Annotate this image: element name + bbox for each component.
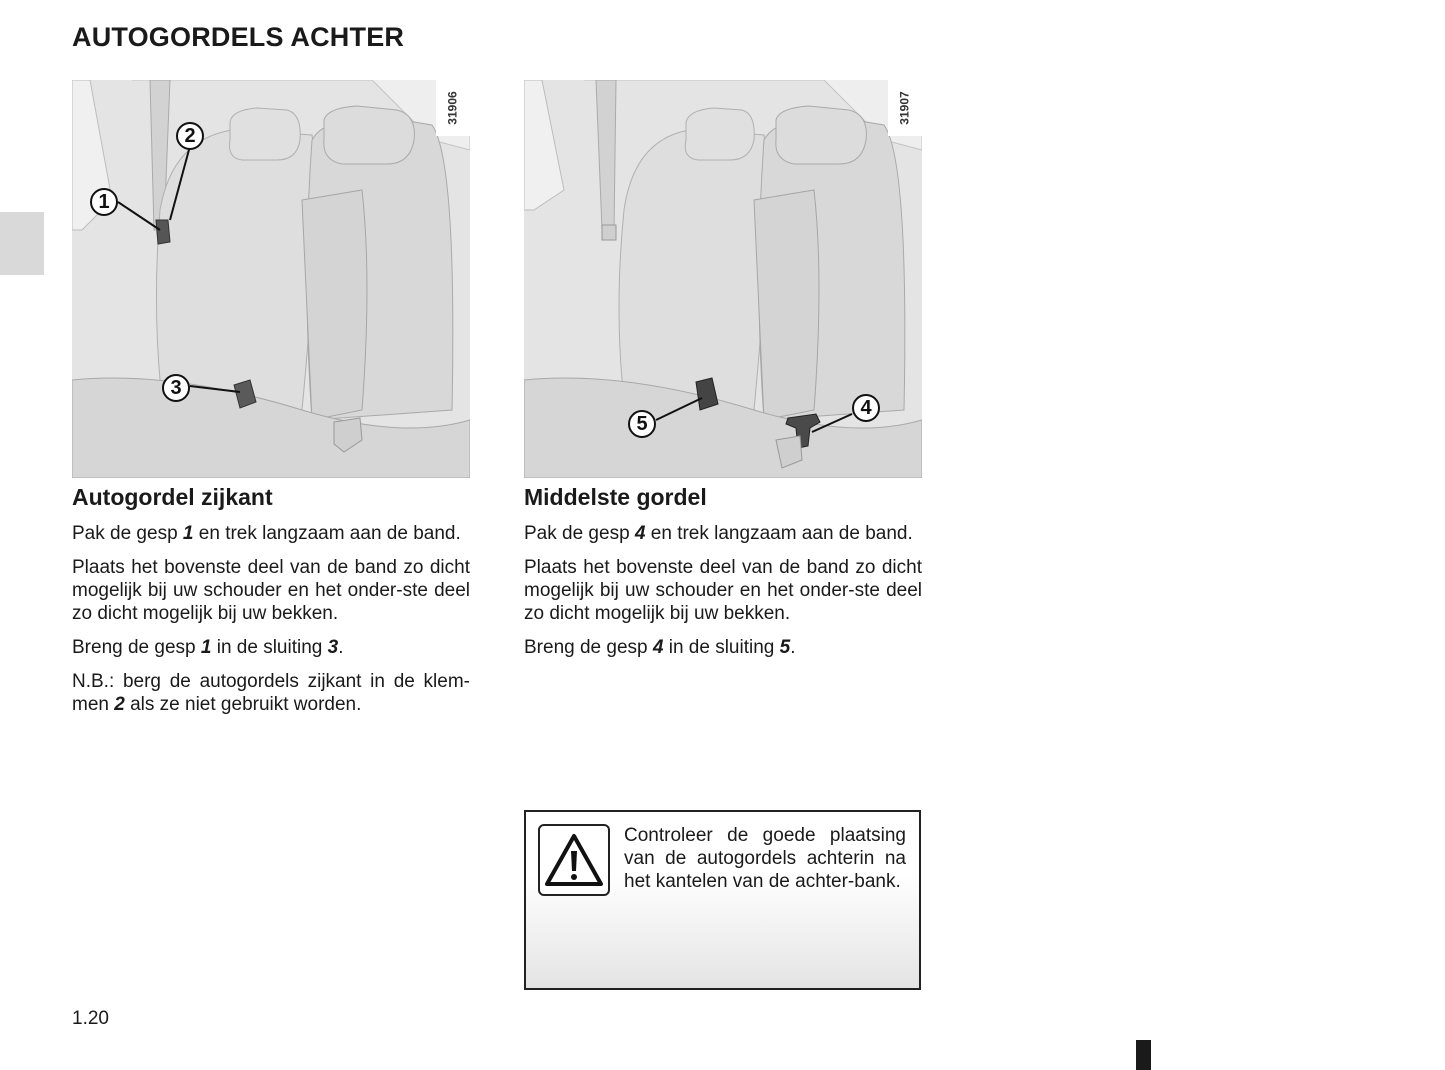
figure-code: 31906 bbox=[436, 80, 470, 136]
instruction-paragraph: Plaats het bovenste deel van de band zo dicht mogelijk bij uw schouder en het onder-ste deel zo dicht mogelijk bij uw bekken. bbox=[72, 557, 470, 624]
callout-3: 3 bbox=[162, 374, 190, 402]
reference-number: 4 bbox=[634, 523, 646, 544]
warning-text: Controleer de goede plaatsing van de autogordels achterin na het kantelen van de achter-bank. bbox=[624, 825, 906, 892]
note-paragraph: N.B.: berg de autogordels zijkant in de klem-men 2 als ze niet gebruikt worden. bbox=[72, 671, 470, 715]
warning-box bbox=[524, 810, 921, 990]
page-number: 1.20 bbox=[72, 1008, 109, 1029]
callout-2: 2 bbox=[176, 122, 204, 150]
rear-seat-side-belt-illustration bbox=[72, 80, 470, 478]
page-title: AUTOGORDELS ACHTER bbox=[72, 22, 405, 52]
section-tab-marker bbox=[0, 212, 44, 275]
callout-5: 5 bbox=[628, 410, 656, 438]
instruction-paragraph: Plaats het bovenste deel van de band zo dicht mogelijk bij uw schouder en het onder-ste deel zo dicht mogelijk bij uw bekken. bbox=[524, 557, 922, 624]
callout-1: 1 bbox=[90, 188, 118, 216]
reference-number: 3 bbox=[327, 637, 339, 658]
rear-seat-middle-belt-illustration bbox=[524, 80, 922, 478]
section-heading: Middelste gordel bbox=[524, 484, 707, 510]
callout-4: 4 bbox=[852, 394, 880, 422]
rear-seat-drawing bbox=[72, 80, 470, 478]
reference-number: 1 bbox=[182, 523, 194, 544]
instruction-paragraph: Breng de gesp 1 in de sluiting 3. bbox=[72, 637, 344, 658]
middle-belt-section bbox=[524, 482, 922, 670]
side-belt-section bbox=[72, 482, 470, 727]
page-corner-mark bbox=[1136, 1040, 1151, 1070]
instruction-paragraph: Pak de gesp 1 en trek langzaam aan de band. bbox=[72, 523, 461, 544]
figure-code: 31907 bbox=[888, 80, 922, 136]
reference-number: 5 bbox=[779, 637, 791, 658]
instruction-paragraph: Breng de gesp 4 in de sluiting 5. bbox=[524, 637, 796, 658]
section-heading: Autogordel zijkant bbox=[72, 484, 273, 510]
reference-number: 2 bbox=[114, 694, 125, 715]
reference-number: 1 bbox=[200, 637, 212, 658]
warning-triangle-icon bbox=[538, 824, 610, 896]
reference-number: 4 bbox=[652, 637, 664, 658]
instruction-paragraph: Pak de gesp 4 en trek langzaam aan de band. bbox=[524, 523, 913, 544]
